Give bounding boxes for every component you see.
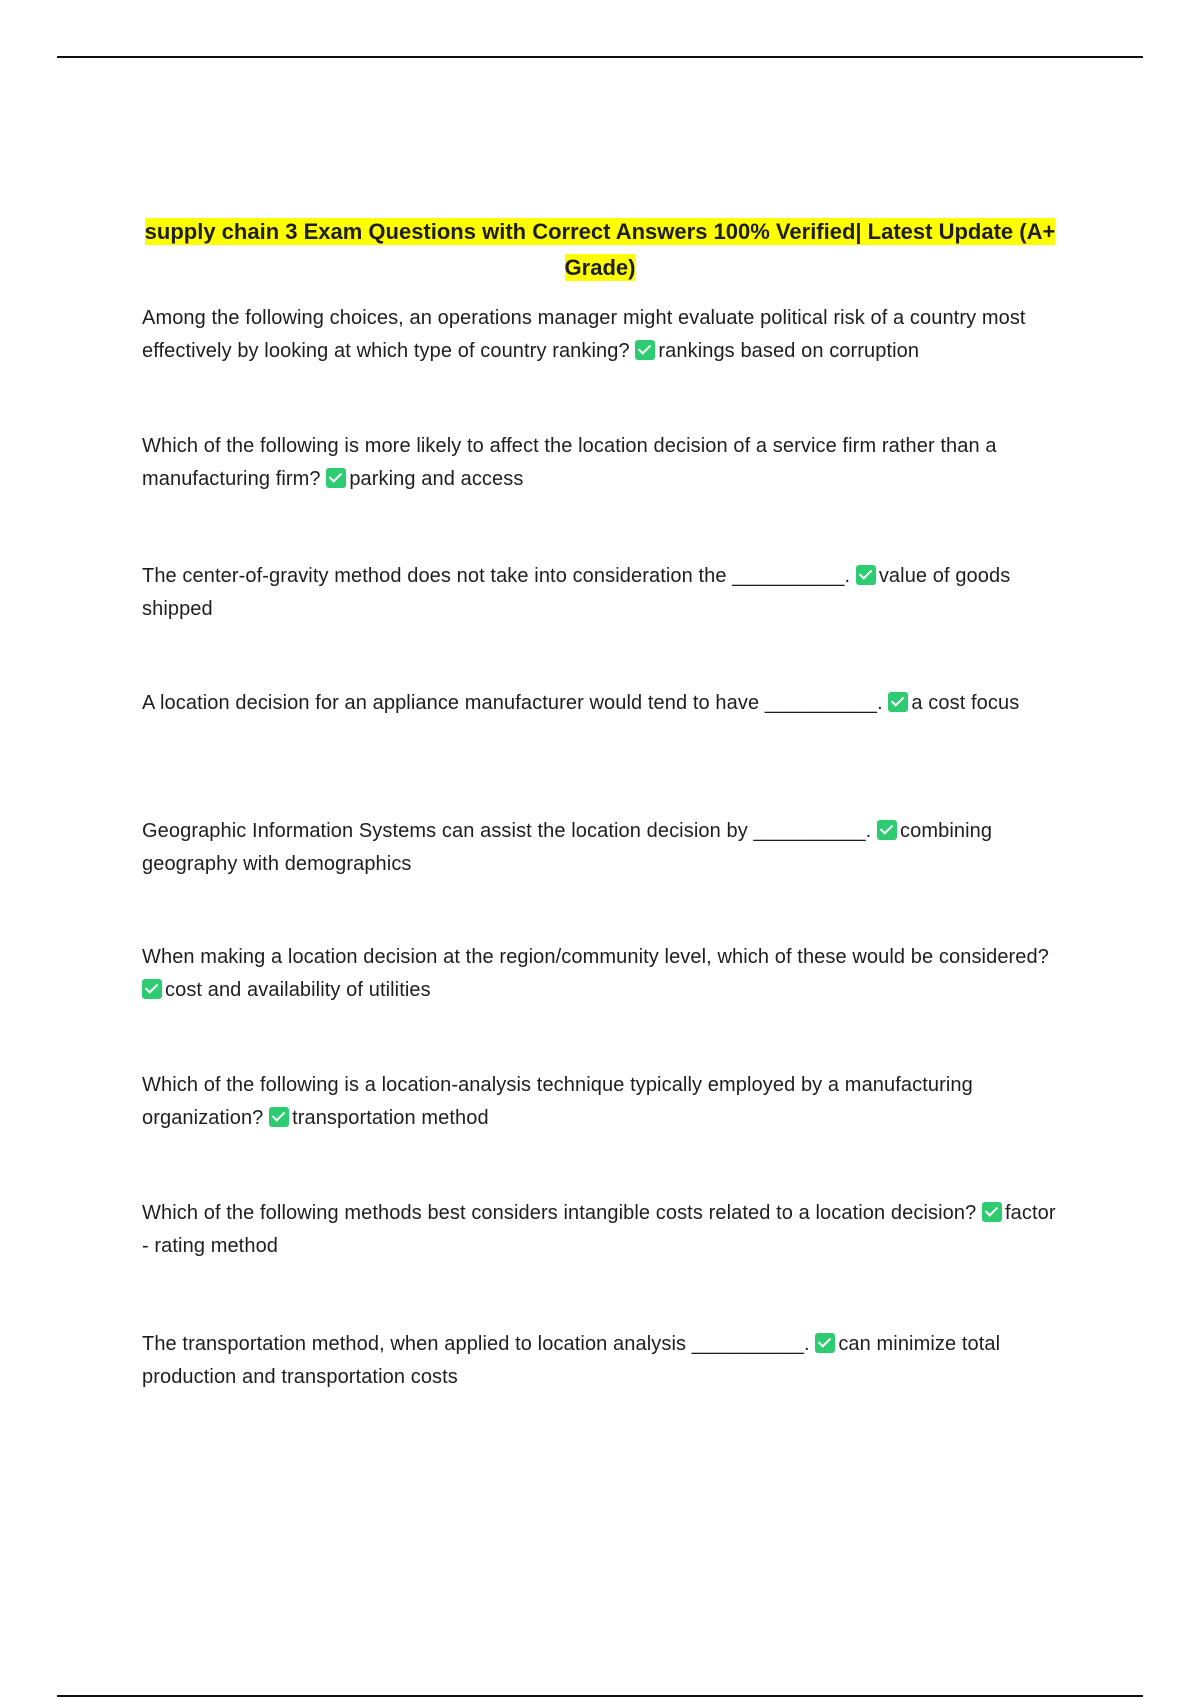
answer-text: can minimize total production and transportation costs <box>142 1333 1001 1388</box>
question-text: The transportation method, when applied to location analysis __________. <box>142 1333 810 1355</box>
answer-text: value of goods shipped <box>142 565 1011 620</box>
answer-text: a cost focus <box>911 692 1020 714</box>
answer-text: combining geography with demographics <box>142 820 993 875</box>
question-text: A location decision for an appliance manufacturer would tend to have __________. <box>142 692 883 714</box>
checkmark-icon <box>856 565 876 585</box>
checkmark-icon <box>269 1107 289 1127</box>
question-text: Geographic Information Systems can assist the location decision by __________. <box>142 820 872 842</box>
checkmark-icon <box>982 1202 1002 1222</box>
qa-item-2 <box>142 430 1062 496</box>
checkmark-icon <box>326 468 346 488</box>
answer-text: parking and access <box>349 468 524 490</box>
qa-item-8 <box>142 1197 1062 1263</box>
checkmark-icon <box>888 692 908 712</box>
qa-item-3 <box>142 560 1062 626</box>
qa-item-1 <box>142 302 1062 368</box>
question-text: The center-of-gravity method does not take into consideration the __________. <box>142 565 851 587</box>
qa-item-5 <box>142 815 1062 881</box>
answer-text: factor - rating method <box>142 1202 1056 1257</box>
answer-text: rankings based on corruption <box>658 340 920 362</box>
answer-text: transportation method <box>292 1107 489 1129</box>
title-highlight: supply chain 3 Exam Questions with Correct Answers 100% Verified| Latest Update (A+ Grade) <box>144 219 1056 280</box>
question-text: Which of the following is more likely to affect the location decision of a service firm rather than a manufacturing firm? <box>142 435 997 490</box>
checkmark-icon <box>877 820 897 840</box>
question-text: Among the following choices, an operations manager might evaluate political risk of a country most effectively by looking at which type of country ranking? <box>142 307 1026 362</box>
checkmark-icon <box>815 1333 835 1353</box>
header-rule <box>57 56 1143 58</box>
document-title <box>140 214 1060 286</box>
checkmark-icon <box>142 979 162 999</box>
qa-item-9 <box>142 1328 1062 1394</box>
qa-item-6 <box>142 941 1062 1007</box>
footer-rule <box>57 1695 1143 1697</box>
qa-item-7 <box>142 1069 1062 1135</box>
checkmark-icon <box>635 340 655 360</box>
question-text: Which of the following methods best considers intangible costs related to a location decision? <box>142 1202 977 1224</box>
question-text: When making a location decision at the region/community level, which of these would be considered? <box>142 946 1049 968</box>
answer-text: cost and availability of utilities <box>165 979 431 1001</box>
question-text: Which of the following is a location-analysis technique typically employed by a manufacturing organization? <box>142 1074 973 1129</box>
qa-item-4 <box>142 687 1062 720</box>
